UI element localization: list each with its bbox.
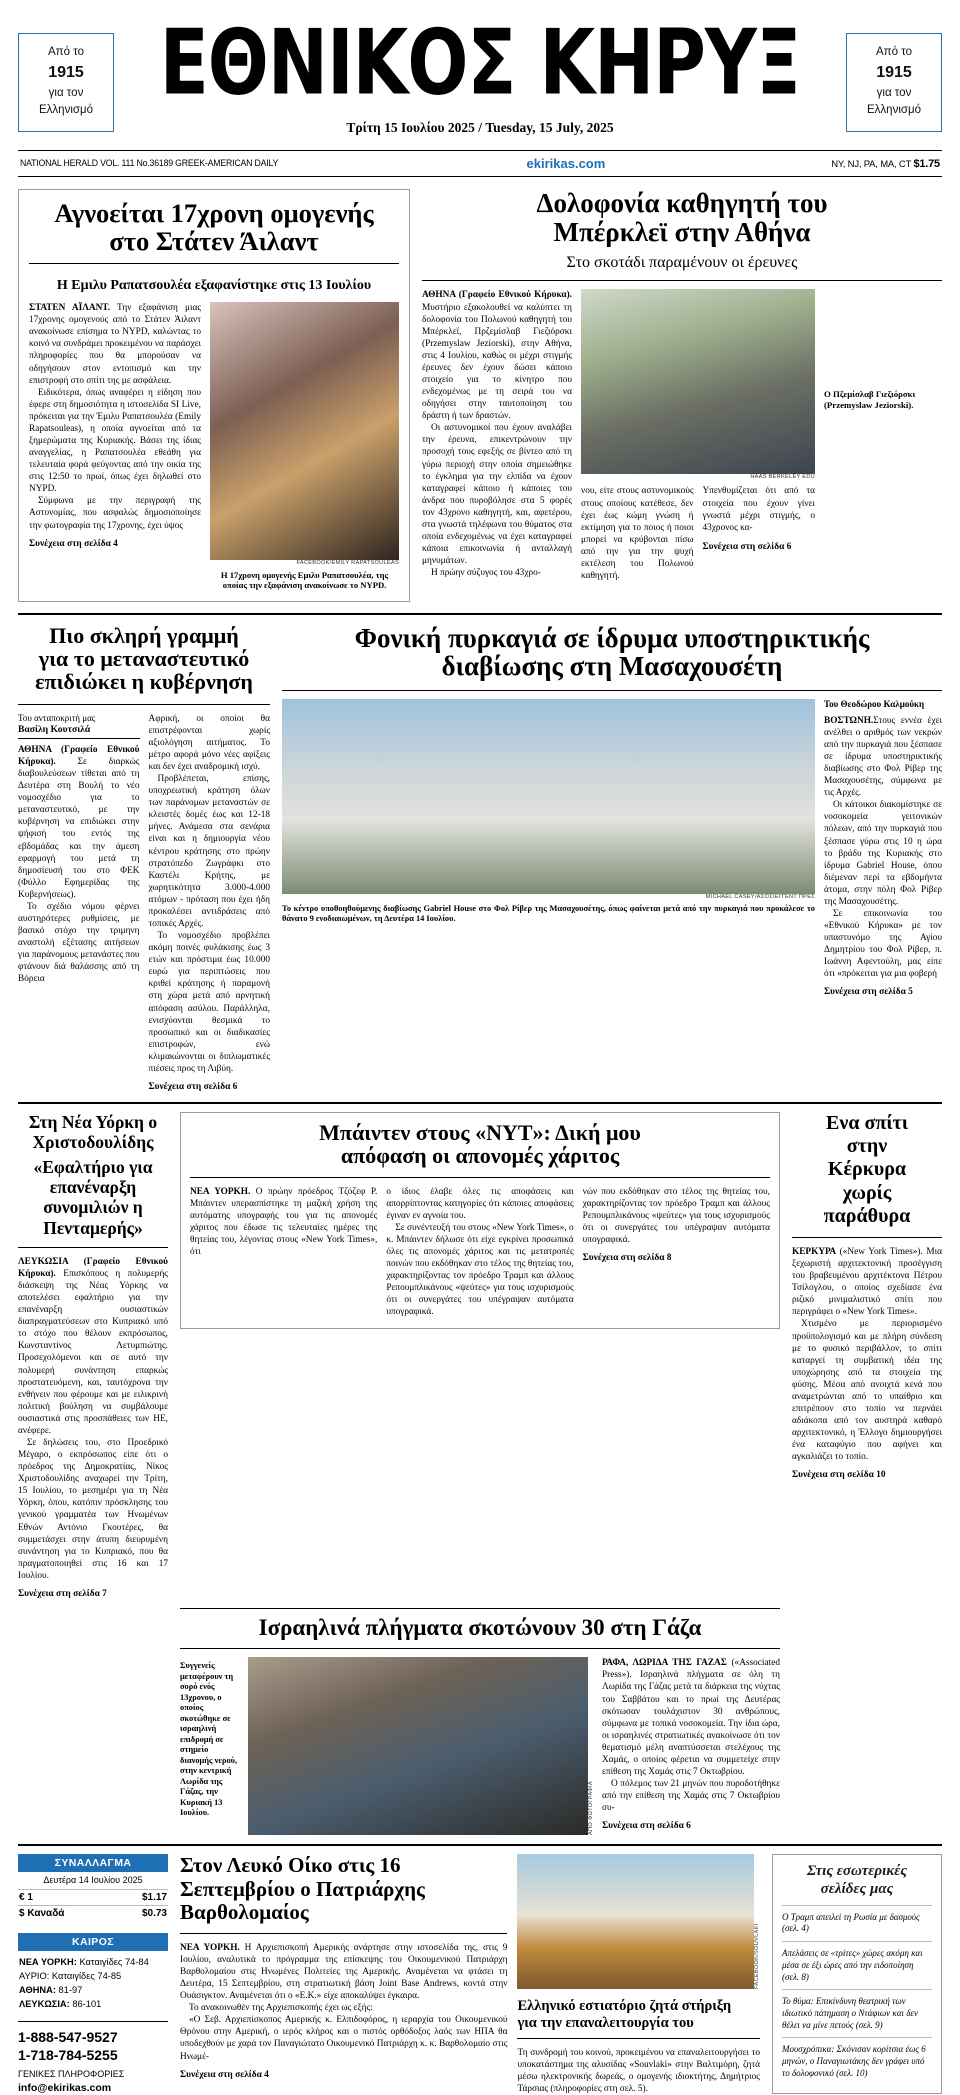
inside-pages-item[interactable]: Μουσχρόπικα: Σκόνισαν κορίτσια έως 6 μηνών, ο Παναγιωτάκης δεν γράφει υπό το δολοφονικό (σελ. 10) bbox=[782, 2037, 932, 2085]
immigration-p2: Το σχέδιο νόμου φέρνει αυστηρότερες ρυθμίσεις, με βασικό στόχο την τριμηνη αναστολή εξέτασης αιτήσεων για παράνομους μετανάστες που φτάνουν διά θαλάσσης από τη Βόρεια bbox=[18, 901, 140, 985]
cyprus-continued[interactable]: Συνέχεια στη σελίδα 7 bbox=[18, 1588, 107, 1599]
inside-pages-item[interactable]: Ο Τραμπ απειλεί τη Ρωσία με δασμούς (σελ. 4) bbox=[782, 1905, 932, 1941]
missing-teen-caption: Η 17χρονη ομογενής Εμιλυ Ραπατσουλέα, της οποίας την εξαφάνιση ανακοίνωσε το NYPD. bbox=[220, 570, 389, 591]
missing-teen-text-col bbox=[29, 302, 201, 591]
restaurant-body: Τη συνδρομή του κοινού, προκειμένου να επαναλειτουργήσει το υποκατάστημα της αλυσίδας «Souvlaki» στην Βαλτιμόρη, ζητά μέσω ηλεκτρονικής δωρεάς, ο ομογενής ιδιοκτήτης, Δημήτριος Τάρσιας (πληροφορίες στη σελ. 5). bbox=[517, 2047, 760, 2094]
fx-widget bbox=[18, 1854, 168, 1921]
corfu-headline-line3: Κέρκυρα bbox=[827, 1158, 907, 1181]
cyprus-headline-line2: Χριστοδουλίδης bbox=[32, 1132, 154, 1153]
fire-caption: Το κέντρο υποθοηθούμενης διαβίωσης Gabriel House στο Φολ Ρίβερ της Μασαχουσέτης, όπως φαίνεται μετά από την πυρκαγιά που προκάλεσε το θάνατο 9 ενοδιαιωμένων, τη Δευτέρα 14 Ιουλίου. bbox=[282, 903, 815, 924]
inside-pages-item[interactable]: Απελάσεις σε «τρίτες» χώρες ακόμη και μέσα σε έξι ώρες από την ειδοποίηση (σελ. 8) bbox=[782, 1941, 932, 1989]
cyprus-p2: Σε δηλώσεις του, στο Προεδρικό Μέγαρο, ο εκπρόσωπος είπε ότι ο πρόεδρος της Δημοκρατίας, Νίκος Χριστοδουλίδης αναχωρεί την Τρίτη, 15 Ιουλίου, το μεσημέρι για τη Νέα Υόρκη, όπου, κατόπιν πρόσκλησης του γενικού γραμματέα των Ηνωμένων Εθνών Αντόνιο Γκουτέρες, θα συμμετάσχει στην άτυπη διευρυμένη συνάντηση για το Κυπριακό, που θα πραγματοποιηθεί στις 16 και 17 Ιουλίου. bbox=[18, 1437, 168, 1581]
cyprus-headline-line5: συνομιλιών η bbox=[43, 1197, 143, 1218]
since-right-year: 1915 bbox=[876, 64, 912, 82]
bottom-row bbox=[18, 1844, 942, 2095]
biden-p1: Ο πρώην πρόεδρος Τζόζεφ Ρ. Μπάιντεν υπερασπίστηκε τη μαζική χρήση της αυτόματης υπογραφής του για τις απονομές χάριτος που έδωσε τις τελευταίες ημέρες της θητείας του, λέγοντας στους «New York Times», ότι bbox=[190, 1186, 378, 1258]
cyprus-p1: Επισκόπους η πολυμερής διάσκεψη της Νέας Υόρκης να αποτελέσει εφαλτήριο για την επανέναρξη ουσιαστικών διαπραγματεύσεων στο Κυπριακό υπό το στόχο που θέλουν εκπρόσωπος, Κωνσταντίνος Λετυμπιώτης. Προσεχολόμενοι και σε αυτό την πολυμερή συνάντηση επαρκώς προστατευόμενη, και, ταυτόχρονα την ενθήνειν που φέρουμε και με ειλικρινή πολιτική βούληση να συμβάλουμε ουσιαστικά στις προσπάθειες των ΗΕ, ανέφερε. bbox=[18, 1268, 168, 1436]
missing-teen-headline-line2: στο Στάτεν Άιλαντ bbox=[109, 226, 319, 257]
corfu-p2: Χτισμένο με περιορισμένο προϋπολογισμό και με πλήρη σύνδεση με το φυσικό περιβάλλον, το σπίτι καταργεί τη συμβατική ιδέα της υποχώρησης από τα στοιχεία της φύσης. Μέσα από ανοιχτά κενά που αναμετρώνται από το υπαίθριο και επιτρέπουν στο τοπίο να περνάει αδιάκοπα από τον αυστηρά καθαρό αρχιτεκτονικό, η Έλλογο δημιουργήσει ένα καταφύγιο που αφήνει και αγκαλιάζει το τοπίο. bbox=[792, 1319, 942, 1463]
immigration-p3: Αφρική, οι οποίοι θα επιστρέφονται χωρίς αξιολόγηση αιτήματος. Το μέτρο αφορά μόνο νέες αφίξεις και δεν έχει αναδρομική ισχύ. bbox=[148, 713, 270, 772]
publication-info: NATIONAL HERALD VOL. 111 No.36189 GREEK-AMERICAN DAILY bbox=[20, 158, 279, 170]
corfu-p1: («New York Times»). Μια ξεχωριστή αρχιτεκτονική προσέγγιση του βραβευμένου αρχιτέκτονα Πέτρου Τσίλογλου, ο οποίος σχεδίασε ένα ριζικό μινιμαλιστικό σπίτι που περιγράφει ο «New York Times». bbox=[792, 1246, 942, 1318]
berkeley-p1: Μυστήριο εξακολουθεί να καλύπτει τη δολοφονία του Πολωνού καθηγητή του Μπέρκλεϊ, Πρζεμίσλαβ Γιεζιόρσκι (Przemyslaw Jeziorski), στην Αθήνα, στις 4 Ιουλίου, καθώς οι μέχρι στιγμής έρευνες δεν έχουν δώσει κάποιο στοιχείο για το κίνητρο που ενδεχομένως με τη σειρά του να οδηγήσει στην ταυτοποίηση του δράστη ή των δραστών. bbox=[422, 302, 572, 422]
berkeley-continued[interactable]: Συνέχεια στη σελίδα 6 bbox=[702, 541, 792, 552]
gaza-continued[interactable]: Συνέχεια στη σελίδα 6 bbox=[602, 1821, 691, 1832]
berkeley-subhead: Στο σκοτάδι παραμένουν οι έρευνες bbox=[566, 253, 798, 271]
since-right-line1: Από το bbox=[876, 45, 912, 58]
fire-col2: Οι κάτοικοι διακομίστηκε σε νοσοκομεία γειτονικών πόλεων, από την πυρκαγιά που ξέσπασε γύρω στις 10 η ώρα το βράδυ της Κυριακής στο ίδρυμα Gabriel House, όπου διέμεναν περί τα εβδομήντα άτομα, στην πόλη Φολ Ρίβερ της Μασαχουσέτης. bbox=[824, 800, 942, 907]
fire-headline-line2: διαβίωσης στη Μασαχουσέτη bbox=[441, 651, 783, 682]
weather-nicosia-value: 86-101 bbox=[69, 1999, 102, 2010]
gabriel-house-photo bbox=[282, 699, 815, 894]
masthead bbox=[18, 0, 942, 136]
berkeley-media bbox=[581, 289, 815, 582]
biden-headline-line1: Μπάιντεν στους «ΝΥΤ»: Δική μου bbox=[319, 1120, 641, 1146]
website-link[interactable]: ekirikas.com bbox=[526, 156, 606, 172]
missing-teen-p3: Σύμφωνα με την περιγραφή της Αστυνομίας, που ασφαλώς δημοσιοποίησε την φωτογραφία της 17χρονης, έχει ύψος bbox=[29, 496, 201, 531]
berkeley-col3 bbox=[703, 485, 816, 582]
third-stories-row bbox=[18, 1102, 942, 1599]
fire-col1: Στους εννέα έχει ανέλθει ο αριθμός των νεκρών από την πυρκαγιά που ξέσπασε σε ίδρυμα υποστηρικτικής διαβίωσης στο Φολ Ρίβερ της Μασαχουσέτης, σύμφωνα με τις Αρχές. bbox=[824, 715, 942, 799]
weather-nyc-label: ΝΕΑ ΥΟΡΚΗ: bbox=[19, 1957, 77, 1968]
fx-date: Δευτέρα 14 Ιουλίου 2025 bbox=[43, 1875, 143, 1886]
biden-p3b: νών που εκδόθηκαν στο τέλος της θητείας του, χαρακτηρίζοντας τον πρόεδρο Τραμπ και άλλους Ρεπουμπλικάνους «ψεύτες» για τους ισχυρισμούς ότι οι συνεργάτες του υπέγραψαν αυτόματα υπογραφικά. bbox=[582, 1186, 770, 1245]
weather-widget bbox=[18, 1933, 168, 2014]
patriarch-continued[interactable]: Συνέχεια στη σελίδα 4 bbox=[180, 2069, 269, 2080]
cyprus-headline-line1: Στη Νέα Υόρκη ο bbox=[28, 1112, 158, 1133]
corfu-continued[interactable]: Συνέχεια στη σελίδα 10 bbox=[792, 1470, 886, 1481]
patriarch-headline-line2: Σεπτεμβρίου ο Πατριάρχης bbox=[180, 1876, 425, 1901]
cyprus-dateline: ΛΕΥΚΩΣΙΑ (Γραφείο Εθνικού Κήρυκα). bbox=[18, 1256, 168, 1279]
souvlaki-restaurant-photo bbox=[517, 1854, 754, 1989]
cyprus-headline-line3: «Εφαλτήριο για bbox=[33, 1156, 153, 1177]
second-stories-row bbox=[18, 613, 942, 1092]
missing-teen-subhead: Η Εμιλυ Ραπατσουλέα εξαφανίστηκε στις 13 Ιουλίου bbox=[56, 278, 372, 294]
weather-athens-value: 81-97 bbox=[55, 1985, 83, 1996]
weather-row-athens bbox=[19, 1984, 167, 1998]
restaurant-photo-credit: FACEBOOK/SOUVLAKI bbox=[754, 1923, 760, 1990]
article-immigration[interactable] bbox=[18, 624, 270, 1092]
article-cyprus[interactable] bbox=[18, 1112, 168, 1599]
inside-pages-title-line1: Στις εσωτερικές bbox=[806, 1863, 908, 1880]
inside-pages-item[interactable]: Το θύμα: Επικίνδυνη θεατρική των ιδιωτικό πάτημαση ο Ντάφιων και δεν θέλει να μίνε πετούς (σελ. 9) bbox=[782, 1989, 932, 2037]
since-left-line3: για τον bbox=[48, 87, 84, 100]
corfu-headline-line5: παράθυρα bbox=[823, 1204, 911, 1227]
contact-phones[interactable] bbox=[18, 2021, 168, 2064]
patriarch-dateline: ΝΕΑ ΥΟΡΚΗ. bbox=[180, 1942, 240, 1953]
article-gaza[interactable] bbox=[180, 1608, 780, 1835]
biden-col2 bbox=[386, 1186, 573, 1319]
since-box-right bbox=[846, 33, 942, 132]
immigration-headline-line1: Πιο σκληρή γραμμή bbox=[49, 622, 239, 648]
info-column bbox=[18, 1854, 168, 2095]
fire-photo-credit: MICHAEL CASEY/ΑΣΟΣΙΕΪΤΈΝΤ ΠΡΕΣ bbox=[705, 893, 815, 900]
missing-teen-photo-credit: FACEBOOK/EMILY RAPATSOULEAS bbox=[296, 560, 399, 567]
corfu-dateline: ΚΕΡΚΥΡΑ bbox=[792, 1246, 837, 1257]
since-left-year: 1915 bbox=[48, 64, 84, 82]
general-info-label: ΓΕΝΙΚΕΣ ΠΛΗΡΟΦΟΡΙΕΣ bbox=[18, 2069, 125, 2080]
gaza-text-col bbox=[602, 1657, 780, 1835]
missing-teen-p2: Ειδικότερα, όπως αναφέρει η είδηση που έφερε στη δημοσιότητα η ιστοσελίδα SI Live, πρόκειται για την Έμιλυ Ραπατσουλέα (Emily Rapatsouleas), η οποία αγνοείται από τα ξημερώματα της Κυριακής. Βάσει της ίδιας αναγγελίας, η Ραπατσουλέα εθεάθη για τελευταία φορά φεύγοντας από την οικία της στις 12:50 το πρωί, όπως έχει δηλωθεί στο NYPD. bbox=[29, 387, 201, 495]
berkeley-p3: Η πρώην σύζυγος του 43χρο- bbox=[431, 568, 541, 579]
berkeley-photo-credit: HAAS BERKELEY EDU bbox=[750, 474, 815, 481]
contact-email[interactable]: info@ekirikas.com bbox=[18, 2081, 112, 2094]
fire-media bbox=[282, 699, 815, 998]
weather-row-nicosia bbox=[19, 1998, 167, 2012]
inside-pages-box[interactable] bbox=[772, 1854, 942, 2095]
restaurant-headline-line2: για την επαναλειτουργία του bbox=[517, 2014, 694, 2031]
missing-teen-p1: Την εξαφάνιση μιας 17χρονης ομογενούς από το Στάτεν Άιλαντ ανακοίνωσε επίσημα το NYPD, καλώντας το κοινό να συνδράμει προκειμένου να παράσχει πληροφορίες που θα μπορούσαν να οδηγήσουν στον εντοπισμό και την επιστροφή στο σπίτι της με ασφάλεια. bbox=[29, 303, 201, 386]
berkeley-col1 bbox=[422, 289, 572, 582]
immigration-headline-line3: επιδιώκει η κυβέρνηση bbox=[35, 669, 253, 695]
corfu-headline-line1: Ενα σπίτι bbox=[826, 1112, 908, 1135]
patriarch-headline-line1: Στον Λευκό Οίκο στις 16 bbox=[180, 1853, 401, 1878]
berkeley-p2: Οι αστυνομικοί που έχουν αναλάβει την έρευνα, επικεντρώνουν την προσοχή τους εφεξής σε βίντεο από τη γύρω περιοχή στην οποία σημειώθηκε το έγκλημα για την ελπίδα να έχουν καταγραφεί κάποιο ή κάποιες του άνδρα που πυροβόλησε στα 5 φορές τον 43χρονο καθηγητή, και, αφετέρου, στα γνωστά τηλέφωνα του θύματος στα οποία ενδεχομένως να έχει καταγραφεί κάποια επικοινωνία ή ανταλλαγή μηνυμάτων. bbox=[422, 423, 572, 567]
berkeley-headline-line1: Δολοφονία καθηγητή του bbox=[536, 188, 828, 219]
gaza-headline: Ισραηλινά πλήγματα σκοτώνουν 30 στη Γάζα bbox=[258, 1614, 702, 1640]
distribution-states: NY, NJ, PA, MA, CT bbox=[831, 158, 914, 170]
fx-row-cad bbox=[18, 1905, 168, 1921]
biden-p2: ο ίδιος έλαβε όλες τις αποφάσεις και απορρίπτοντας κατηγορίες ότι κάποιες αποφάσεις έγιναν εν αγνοία του. bbox=[386, 1186, 574, 1221]
immigration-col2 bbox=[149, 713, 271, 1092]
immigration-col1 bbox=[18, 713, 140, 1092]
since-box-left bbox=[18, 33, 114, 132]
patriarch-p2: Το ανακοινωθέν της Αρχιεπισκοπής έχει ως εξής: bbox=[189, 2003, 373, 2014]
fx-row-euro bbox=[18, 1889, 168, 1905]
patriarch-text bbox=[180, 1854, 507, 2095]
biden-col1 bbox=[190, 1186, 377, 1319]
since-right-line4: Ελληνισμό bbox=[867, 104, 921, 117]
immigration-p1: Σε διαρκώς διαβουλεύσεων τίθεται από τη Δευτέρα στη Βουλή το νέο νομοσχέδιο για το μεταναστευτικό, με την κυβέρνηση να επιδιώκει στην ψήφισή του εντός της εβδομάδας και την άμεση εφαρμογή του μετά τη δημοσίευσή του στο ΦΕΚ (Φύλλο Εφημερίδας της Κυβερνήσεως). bbox=[18, 757, 140, 900]
fx-title: ΣΥΝΑΛΛΑΓΜΑ bbox=[18, 1854, 168, 1872]
top-stories-row bbox=[18, 189, 942, 601]
biden-p3a: Σε συνέντευξή του στους «New York Times», ο κ. Μπάιντεν δήλωσε ότι είχε εγκρίνει προσωπικά όλες τις απονομές χάριτος και τις μετατροπές ποινών που εκδόθηκαν στο τέλος της θητείας του, χαρακτηρίζοντας τον πρόεδρο Τραμπ και άλλους Ρεπουμπλικάνους «ψεύτες» για τους ισχυρισμούς ότι οι συνεργάτες του υπέγραψαν αυτόματα υπογραφικά. bbox=[386, 1222, 574, 1318]
fire-col3: Σε επικοινωνία του «Εθνικού Κήρυκα» με τον υπαστυνόμο της Αγίου Δημητρίου του Φολ Ρίβερ, π. Ιωάννη Αφεντούλη, μας είπε ότι «πρόκειται για μια φοβερή bbox=[824, 909, 942, 980]
missing-teen-dateline: ΣΤΑΤΕΝ ΑΪΛΑΝΤ. bbox=[29, 303, 111, 314]
gaza-dateline: ΡΑΦΑ, ΛΩΡΙΔΑ ΤΗΣ ΓΑΖΑΣ bbox=[602, 1658, 727, 1669]
article-restaurant[interactable] bbox=[517, 1854, 760, 2095]
biden-headline-line2: απόφαση οι απονομές χάριτος bbox=[340, 1143, 620, 1169]
fx-euro-value: $1.17 bbox=[141, 1892, 167, 1904]
berkeley-caption-col bbox=[824, 289, 942, 582]
restaurant-headline-line1: Ελληνικό εστιατόριο ζητά στήριξη bbox=[517, 1998, 732, 2015]
corfu-headline-line2: στην bbox=[846, 1135, 888, 1158]
weather-nicosia-label: ΛΕΥΚΩΣΙΑ: bbox=[19, 1999, 70, 2010]
gaza-p2: Ο πόλεμος των 21 μηνών που πυροδοτήθηκε από την επίθεση της Χαμάς στις 7 Οκτωβρίου συ- bbox=[602, 1779, 780, 1814]
price-info bbox=[831, 158, 940, 170]
immigration-dateline: ΑΘΗΝΑ (Γραφείο Εθνικού Κήρυκα). bbox=[18, 744, 140, 767]
fire-continued[interactable]: Συνέχεια στη σελίδα 5 bbox=[824, 987, 913, 998]
missing-teen-headline-line1: Αγνοείται 17χρονη ομογενής bbox=[54, 198, 374, 229]
weather-row-tomorrow bbox=[19, 1970, 167, 1984]
general-info bbox=[18, 2068, 168, 2095]
berkeley-professor-photo bbox=[581, 289, 815, 474]
fx-cad-value: $0.73 bbox=[141, 1908, 167, 1920]
patriarch-headline-line3: Βαρθολομαίος bbox=[180, 1900, 309, 1925]
since-left-line4: Ελληνισμό bbox=[39, 104, 93, 117]
article-biden-pardons[interactable] bbox=[180, 1112, 780, 1599]
article-berkeley-professor[interactable] bbox=[422, 189, 942, 601]
masthead-infobar bbox=[18, 150, 942, 177]
biden-continued[interactable]: Συνέχεια στη σελίδα 8 bbox=[582, 1253, 672, 1264]
weather-row-nyc bbox=[19, 1956, 167, 1970]
immigration-p5: Το νομοσχέδιο προβλέπει ακόμη ποινές φυλάκισης έως 3 ετών και πρόστιμα έως 10.000 ευρώ για περιπτώσεις που κριθεί κράτησης ή παραμονή στη χώρα μετά από αρνητική απόφαση ασύλου. Παράλληλα, ενισχύονται θεσμικά το προσωπικό και οι διαδικασίες επιστροφών, ενώ κλιμακώνονται οι διπλωματικές πιέσεις προς τη Λιβύη. bbox=[148, 931, 270, 1074]
patriarch-p1: Η Αρχιεπισκοπή Αμερικής ανάρτησε στην ιστοσελίδα της, στις 9 Ιουλίου, αναλυτικά το πρόγραμμα της επίσκεψης του Οικουμενικού Πατριάρχη Βαρθολομαίου στις Ηνωμένες Πολιτείες της Αμερικής. Αναμένεται να φτάσει τη Δευτέρα, 15 Σεπτεμβρίου, στη στρατιωτική βάση Joint Base Andrews, κοντά στην Ουάσιγκτον. Αναμένεται ότι ο «Ε.Κ.» είχε αποκαλύψει έγκαιρα. bbox=[180, 1942, 508, 2002]
gaza-p1: («Associated Press»). Ισραηλινά πλήγματα σε όλη τη Λωρίδα της Γάζας μετά τα διάρκεια της νύχτας του Σαββάτου και το πρωί της Δευτέρας σκότωσαν τουλάχιστον 30 ανθρώπους, σύμφωνα με τοπικά νοσοκομεία. Την ίδια ώρα, οι ισραηλινές στρατιωτικές ανακοίνωσε ότι τον θεματισμό μέλη αναπτύσσεται στελέχους της Χαμάς, ο οποίος φέρεται να συμμετείχε στην επίθεση της Χαμάς στις 7 Οκτωβρίου. bbox=[602, 1658, 780, 1777]
fire-dateline: ΒΟΣΤΩΝΗ. bbox=[824, 715, 874, 726]
immigration-headline-line2: για το μεταναστευτικό bbox=[38, 646, 250, 672]
gaza-side-caption-col bbox=[180, 1657, 240, 1835]
berkeley-photo-caption: Ο Πζεμίσλαβ Γιεζιόρσκι (Przemyslaw Jeziorski). bbox=[824, 389, 916, 410]
fx-euro-label: € 1 bbox=[19, 1892, 33, 1904]
missing-teen-continued[interactable]: Συνέχεια στη σελίδα 4 bbox=[29, 538, 118, 549]
article-missing-teen[interactable] bbox=[18, 189, 410, 601]
masthead-dateline: Τρίτη 15 Ιουλίου 2025 / Tuesday, 15 July, 2025 bbox=[346, 120, 614, 136]
since-right-line3: για τον bbox=[876, 87, 912, 100]
berkeley-col2 bbox=[581, 485, 694, 582]
phone-local[interactable]: 1-718-784-5255 bbox=[18, 2046, 118, 2063]
fx-cad-label: $ Καναδά bbox=[19, 1908, 65, 1920]
missing-teen-media bbox=[210, 302, 399, 591]
phone-toll-free[interactable]: 1-888-547-9527 bbox=[18, 2029, 118, 2046]
biden-dateline: ΝΕΑ ΥΟΡΚΗ. bbox=[190, 1186, 251, 1197]
missing-teen-photo bbox=[210, 302, 399, 560]
weather-nyc-value: Καταιγίδες 74-84 bbox=[76, 1957, 149, 1968]
berkeley-headline-line2: Μπέρκλεϊ στην Αθήνα bbox=[553, 216, 811, 247]
weather-title: ΚΑΙΡΟΣ bbox=[18, 1933, 168, 1951]
article-corfu-house[interactable] bbox=[792, 1112, 942, 1599]
immigration-byline-name: Βασίλη Κουτσιλά bbox=[18, 724, 140, 739]
berkeley-dateline: ΑΘΗΝΑ (Γραφείο Εθνικού Κήρυκα). bbox=[422, 290, 572, 301]
cyprus-headline-line4: επανέναρξη bbox=[49, 1176, 137, 1197]
immigration-continued[interactable]: Συνέχεια στη σελίδα 6 bbox=[148, 1082, 238, 1093]
gaza-photo bbox=[248, 1657, 588, 1835]
fire-text-col bbox=[824, 699, 942, 998]
weather-athens-label: ΑΘΗΝΑ: bbox=[19, 1985, 56, 1996]
masthead-center bbox=[114, 10, 846, 136]
gaza-side-caption: Συγγενείς μεταφέρουν τη σορό ενός 13χρονου, ο οποίος σκοτώθηκε σε ισραηλινή επιδρομή σε στημείο διανομής νερού, στην κεντρική Λωρίδα της Γάζας, την Κυριακή 13 Ιουλίου. bbox=[180, 1661, 238, 1818]
since-left-line1: Από το bbox=[48, 45, 84, 58]
biden-col3 bbox=[583, 1186, 770, 1319]
immigration-byline-pre: Του ανταποκριτή μας bbox=[18, 712, 96, 723]
berkeley-p4: νου, είτε στους αστυνομικούς στους οποίους κατέθεσε, δεν έχει έως κώμη γνώση ή εκτίμηση για το ποιος ή ποιοι μπορεί να κρύβονται πίσω από την για την ψυχή εκτέλεση του Πολωνού καθηγητή. bbox=[581, 486, 694, 581]
fire-byline: Του Θεοδώρου Καλμούκη bbox=[824, 698, 925, 709]
inside-pages-title-line2: σελίδες μας bbox=[820, 1880, 894, 1897]
berkeley-p5: Υπενθυμίζεται ότι από τα στοιχεία που έχουν γίνει γνωστά μέχρι στιγμής, ο 43χρονος κα- bbox=[702, 486, 815, 533]
weather-tomorrow-label: ΑΥΡΙΟ: bbox=[19, 1971, 50, 1982]
newspaper-logo: ΕΘΝΙΚΟΣ ΚΗΡΥΞ bbox=[159, 10, 801, 116]
patriarch-p3: «Ο Σεβ. Αρχιεπίσκοπος Αμερικής κ. Ελπιδοφόρος, η ιεραρχία του Οικουμενικού Θρόνου στην Αμερική, ο ιερός κλήρος και ο πιστός ορθόδοξος λαός των ΗΠΑ θα υποδεχθούν με χαρά τον Παναγιώτατο Οικουμενικό Πατριάρχη κ. κ. Βαρθολομαίο στις Ηνωμέ- bbox=[180, 2015, 508, 2062]
immigration-byline bbox=[18, 713, 140, 739]
gaza-photo-credit: ΑΠΟ ΦΩΤΟΓΡΑΦΙΑ bbox=[588, 1781, 594, 1836]
article-patriarch[interactable] bbox=[180, 1854, 760, 2095]
corfu-headline-line4: χωρίς bbox=[842, 1181, 892, 1204]
article-massachusetts-fire[interactable] bbox=[282, 624, 942, 1092]
cyprus-headline-line6: Πενταμερής» bbox=[43, 1217, 143, 1238]
immigration-p4: Προβλέπεται, επίσης, υποχρεωτική κράτηση όλων των παράνομων μεταναστών σε κλειστές δομές έως και 12-18 μήνες. Ανάμεσα στα σενάρια είναι και η δημιουργία νέου κέντρου κράτησης στο πρώην στρατόπεδο Ζωγράφκι στο Καστέλι Κρήτης, με χωρητικότητα 3.000-4.000 ατόμων - πρόταση που έχει ήδη προκαλέσει αντιδράσεις από τοπικές Αρχές. bbox=[148, 774, 270, 930]
gaza-media bbox=[248, 1657, 594, 1835]
cover-price: $1.75 bbox=[913, 157, 940, 170]
weather-tomorrow-value: Καταιγίδες 74-85 bbox=[49, 1971, 122, 1982]
fire-headline-line1: Φονική πυρκαγιά σε ίδρυμα υποστηρικτικής bbox=[354, 622, 870, 653]
